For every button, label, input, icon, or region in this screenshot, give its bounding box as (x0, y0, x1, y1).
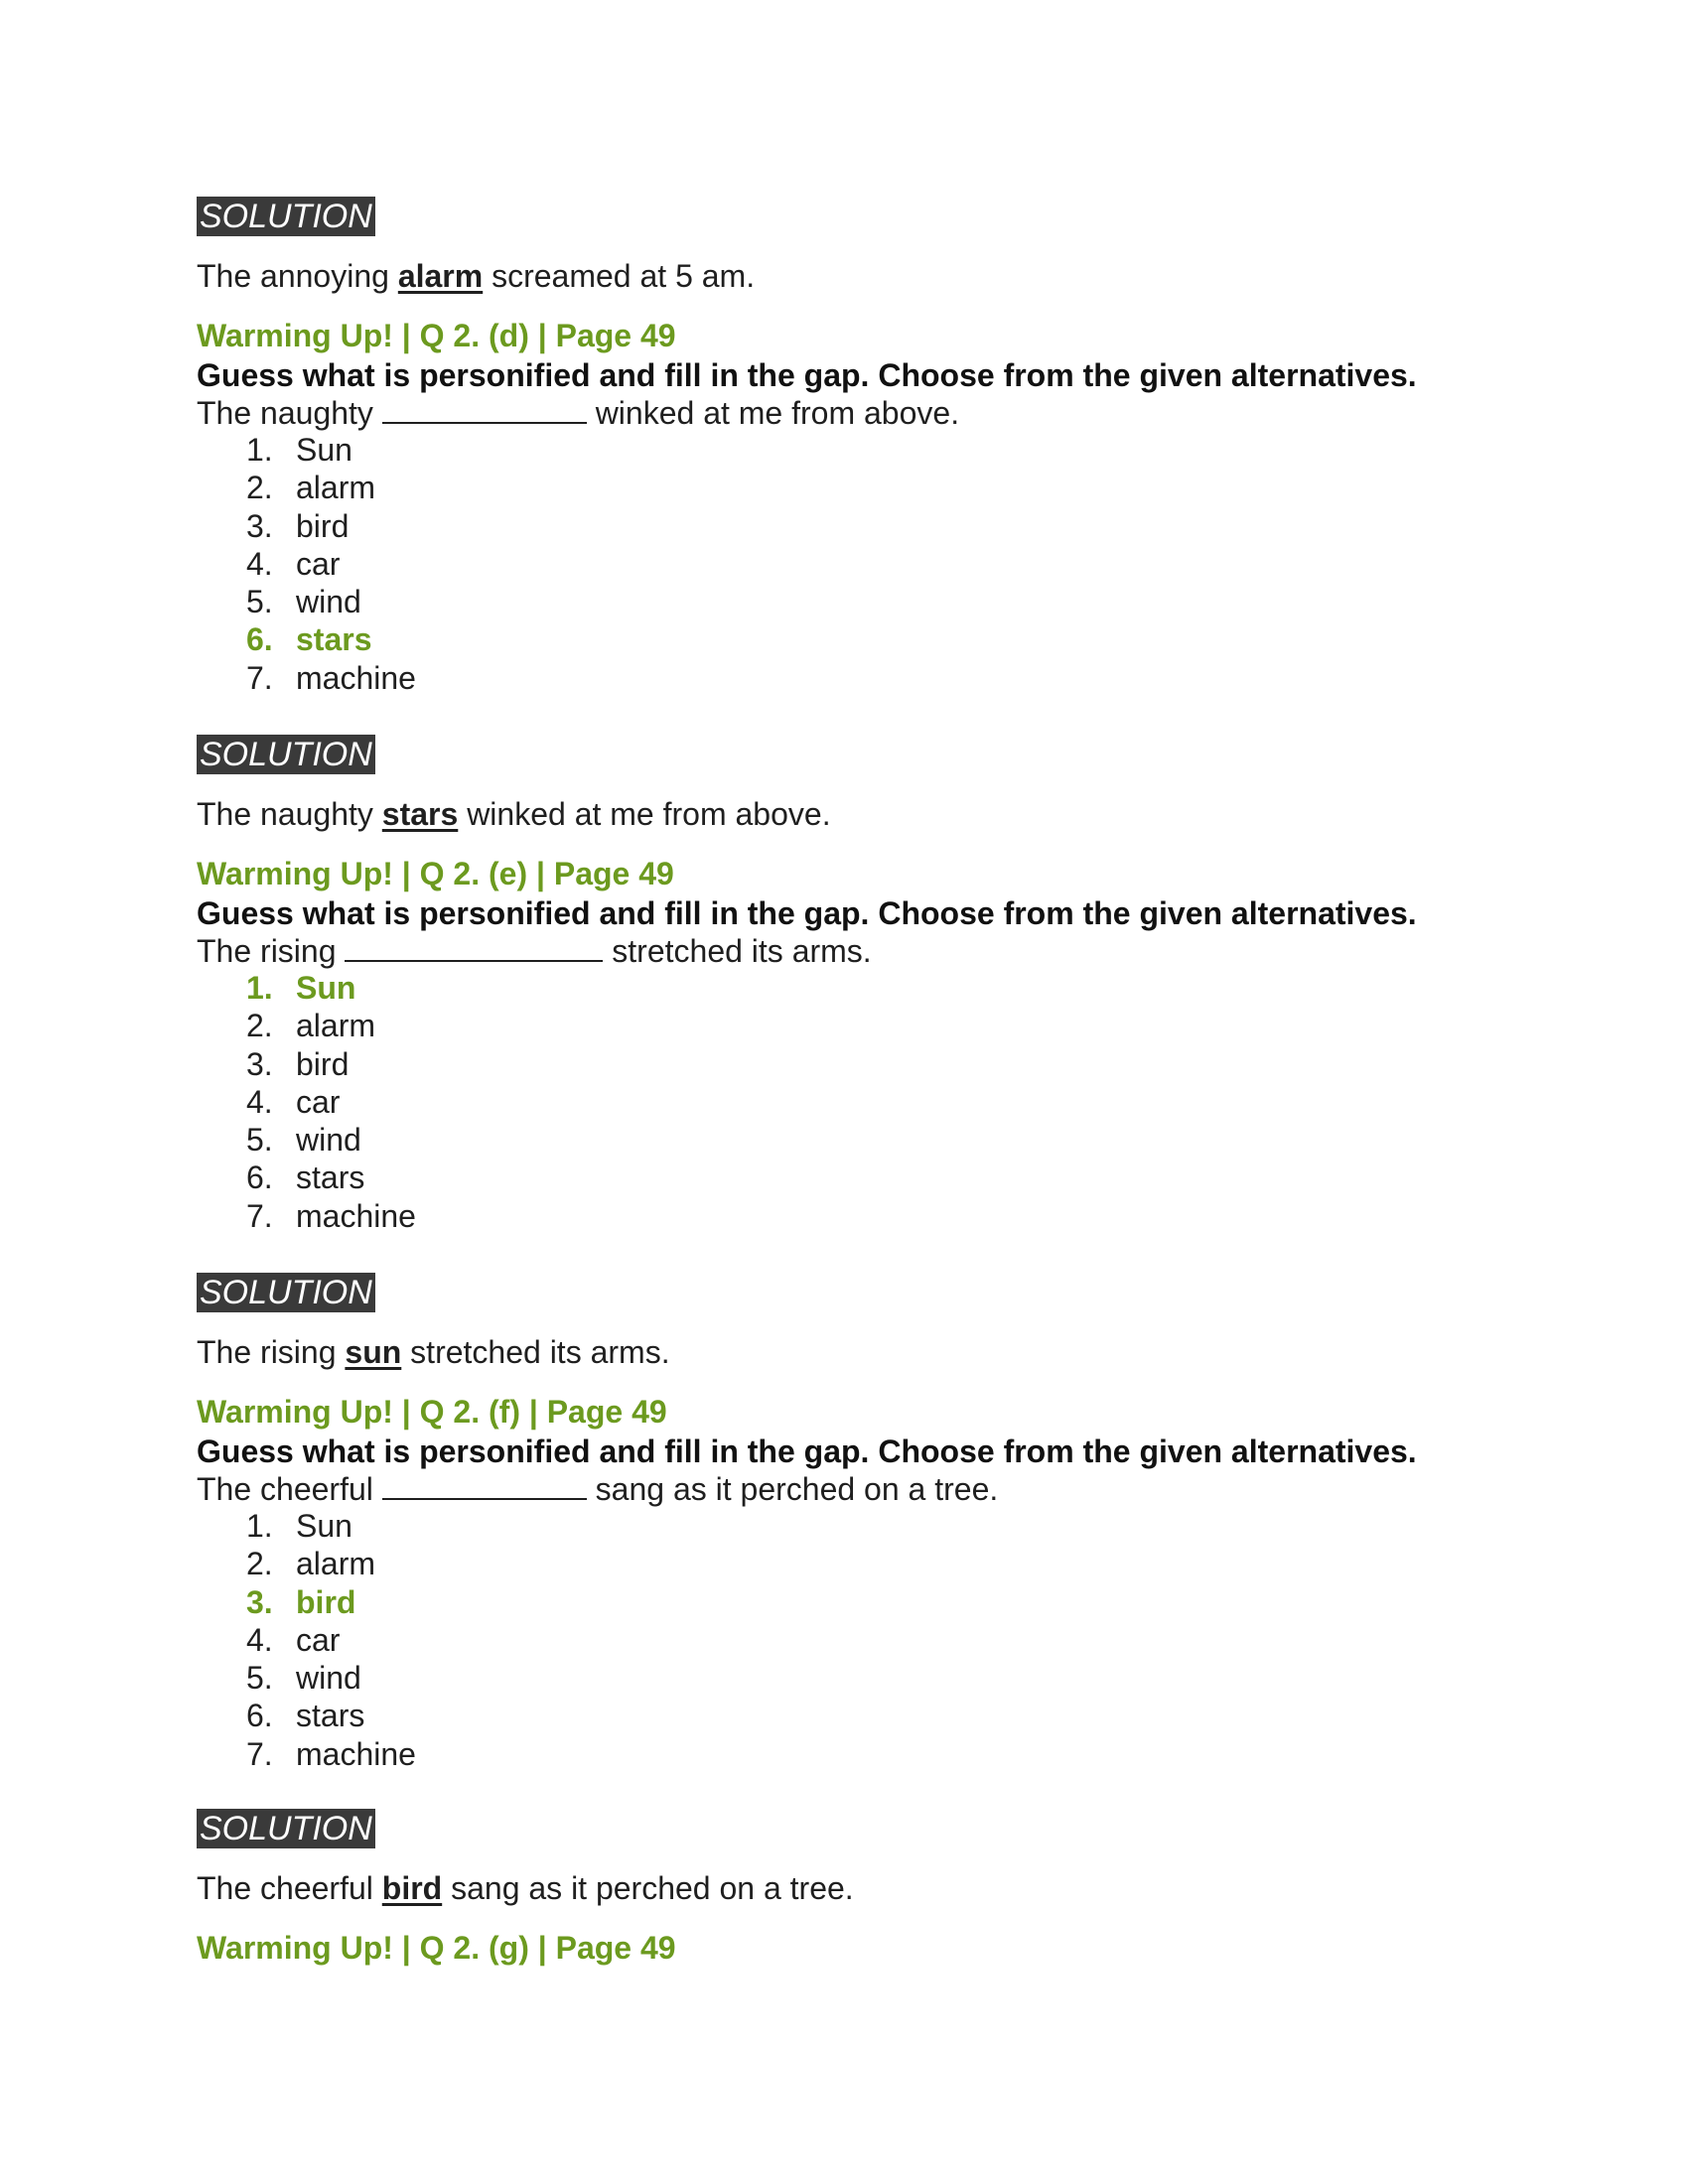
options-list (197, 969, 1507, 1235)
option-item (197, 1697, 1507, 1734)
solution-sentence (197, 256, 1507, 296)
option-item-correct (197, 969, 1507, 1007)
option-item (197, 1621, 1507, 1659)
option-item (197, 659, 1507, 697)
option-text: alarm (296, 1546, 376, 1582)
question-heading: Warming Up! | Q 2. (d) | Page 49 (197, 318, 676, 353)
option-number: 5. (246, 1660, 273, 1697)
option-text: bird (296, 507, 350, 544)
question-block (197, 1392, 1507, 1773)
option-item (197, 1735, 1507, 1773)
fill-in-gap (382, 396, 587, 424)
question-block (197, 316, 1507, 697)
solution-text-after: stretched its arms. (401, 1334, 670, 1370)
question-instruction: Guess what is personified and fill in the gap. Choose from the given alternatives. (197, 357, 1417, 393)
option-number: 3. (246, 1045, 273, 1082)
option-number: 5. (246, 584, 273, 620)
option-text: bird (296, 1583, 356, 1620)
option-number: 3. (246, 507, 273, 544)
solution-block (197, 1273, 1507, 1372)
solution-block (197, 1809, 1507, 1908)
option-text: wind (296, 1122, 361, 1159)
option-item (197, 583, 1507, 620)
option-item-correct (197, 1583, 1507, 1621)
question-instruction: Guess what is personified and fill in the gap. Choose from the given alternatives. (197, 895, 1417, 931)
option-item (197, 1083, 1507, 1121)
option-text: car (296, 1621, 341, 1658)
question-block (197, 854, 1507, 1235)
option-item (197, 431, 1507, 469)
option-item (197, 507, 1507, 545)
options-list (197, 431, 1507, 697)
option-number: 1. (246, 1508, 273, 1544)
solution-answer-word: alarm (397, 258, 484, 294)
question-block (197, 1928, 1507, 1968)
option-text: machine (296, 659, 416, 696)
option-text: Sun (296, 970, 356, 1006)
question-heading: Warming Up! | Q 2. (f) | Page 49 (197, 1394, 667, 1430)
solution-label: SOLUTION (197, 735, 375, 774)
option-item (197, 545, 1507, 583)
question-heading: Warming Up! | Q 2. (g) | Page 49 (197, 1930, 676, 1966)
option-item (197, 1045, 1507, 1083)
option-number: 7. (246, 659, 273, 696)
fill-in-gap (345, 934, 603, 962)
option-number: 2. (246, 470, 273, 506)
option-text: Sun (296, 432, 352, 468)
solution-text-before: The annoying (197, 258, 398, 294)
solution-text-after: sang as it perched on a tree. (442, 1870, 854, 1906)
question-sentence (197, 395, 1507, 431)
sentence-after: winked at me from above. (586, 395, 960, 431)
option-number: 7. (246, 1197, 273, 1234)
option-number: 6. (246, 621, 273, 658)
question-instruction: Guess what is personified and fill in the gap. Choose from the given alternatives. (197, 1433, 1417, 1469)
solution-answer-word: bird (381, 1870, 443, 1906)
question-sentence (197, 1471, 1507, 1507)
option-text: machine (296, 1197, 416, 1234)
solution-sentence (197, 794, 1507, 834)
option-number: 4. (246, 545, 273, 582)
solution-sentence (197, 1868, 1507, 1908)
option-number: 5. (246, 1122, 273, 1159)
option-number: 4. (246, 1083, 273, 1120)
option-text: bird (296, 1045, 350, 1082)
option-text: Sun (296, 1508, 352, 1544)
option-text: stars (296, 621, 372, 658)
sentence-before: The rising (197, 933, 346, 969)
option-text: stars (296, 1698, 365, 1734)
sentence-before: The naughty (197, 395, 382, 431)
fill-in-gap (382, 1472, 587, 1500)
option-number: 6. (246, 1698, 273, 1734)
option-number: 4. (246, 1621, 273, 1658)
option-text: machine (296, 1735, 416, 1772)
option-number: 2. (246, 1008, 273, 1044)
option-item-correct (197, 620, 1507, 658)
option-text: alarm (296, 470, 376, 506)
question-heading: Warming Up! | Q 2. (e) | Page 49 (197, 856, 674, 891)
options-list (197, 1507, 1507, 1773)
option-number: 1. (246, 432, 273, 468)
solution-text-after: screamed at 5 am. (483, 258, 756, 294)
option-text: alarm (296, 1008, 376, 1044)
sentence-before: The cheerful (197, 1471, 382, 1507)
option-number: 3. (246, 1583, 273, 1620)
option-item (197, 1159, 1507, 1196)
sentence-after: stretched its arms. (603, 933, 872, 969)
solution-block (197, 735, 1507, 834)
option-item (197, 469, 1507, 506)
solution-block (197, 197, 1507, 296)
option-item (197, 1659, 1507, 1697)
option-text: wind (296, 1660, 361, 1697)
option-text: car (296, 545, 341, 582)
solution-text-before: The rising (197, 1334, 346, 1370)
option-number: 6. (246, 1160, 273, 1196)
solution-sentence (197, 1332, 1507, 1372)
option-text: car (296, 1083, 341, 1120)
option-item (197, 1197, 1507, 1235)
option-item (197, 1007, 1507, 1044)
option-number: 7. (246, 1735, 273, 1772)
option-item (197, 1507, 1507, 1545)
solution-label: SOLUTION (197, 1809, 375, 1848)
solution-answer-word: sun (345, 1334, 402, 1370)
option-text: stars (296, 1160, 365, 1196)
solution-text-after: winked at me from above. (458, 796, 831, 832)
solution-answer-word: stars (381, 796, 459, 832)
option-item (197, 1121, 1507, 1159)
option-text: wind (296, 584, 361, 620)
option-number: 1. (246, 970, 273, 1006)
solution-text-before: The cheerful (197, 1870, 382, 1906)
solution-label: SOLUTION (197, 1273, 375, 1312)
question-sentence (197, 933, 1507, 969)
option-item (197, 1545, 1507, 1582)
option-number: 2. (246, 1546, 273, 1582)
solution-label: SOLUTION (197, 197, 375, 236)
sentence-after: sang as it perched on a tree. (586, 1471, 999, 1507)
solution-text-before: The naughty (197, 796, 382, 832)
